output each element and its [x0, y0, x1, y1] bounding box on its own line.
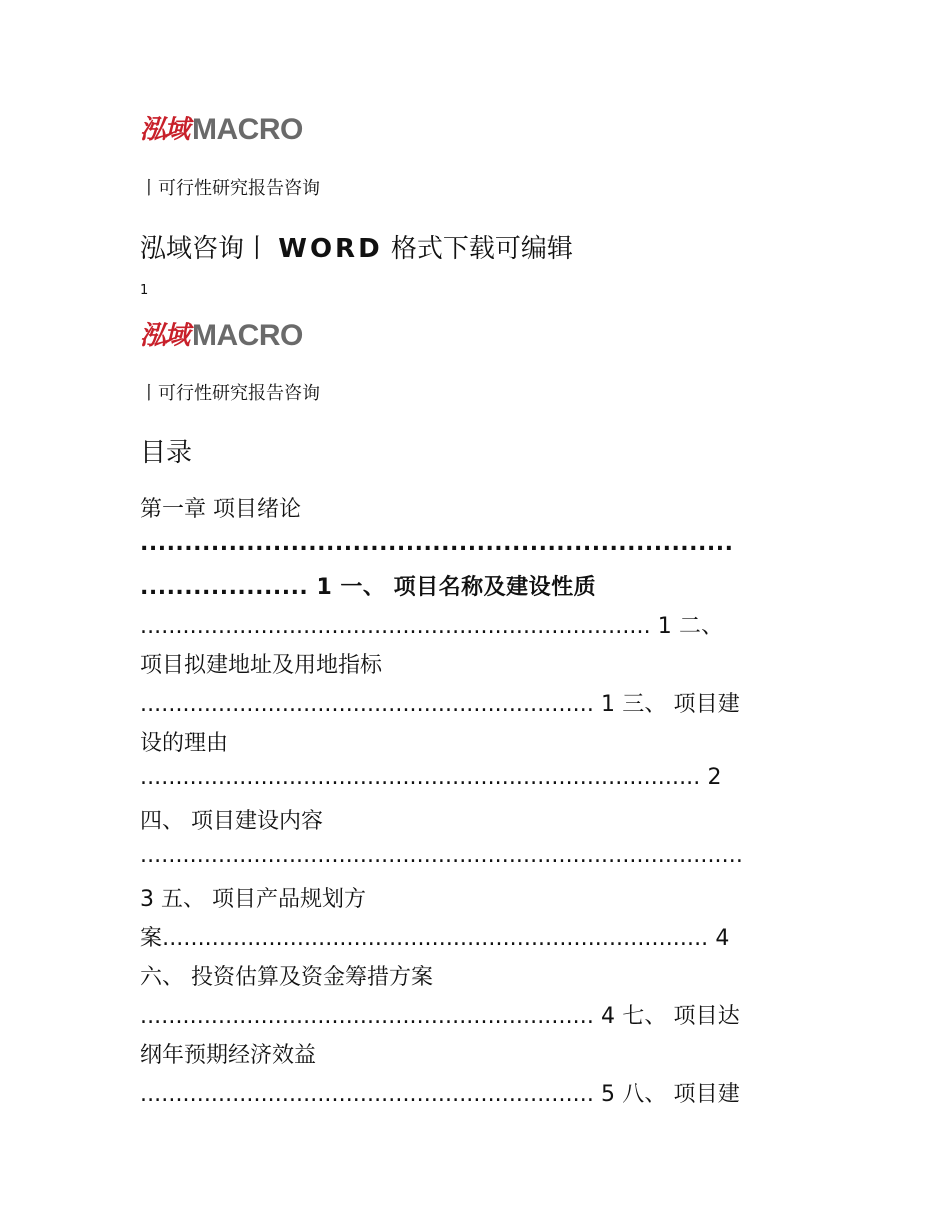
company-logo	[140, 113, 332, 147]
toc-line: 项目拟建地址及用地指标	[140, 653, 383, 678]
headline-prefix: 泓域咨询丨	[140, 234, 279, 264]
toc-line: .....................................................................................	[140, 843, 743, 868]
toc-line: ................................................................ 4 七、 项目达	[140, 1004, 740, 1029]
toc-line	[140, 570, 596, 601]
toc-line: 纲年预期经济效益	[140, 1043, 317, 1068]
toc-line-text: ................... 1 一、 项目名称及建设性质	[140, 575, 597, 600]
page-number: 1	[140, 283, 149, 298]
toc-line: 第一章 项目绪论	[140, 497, 301, 522]
logo-english-text: MACRO	[192, 113, 303, 146]
company-logo-2	[140, 319, 332, 353]
document-headline	[140, 228, 573, 265]
toc-line: 3 五、 项目产品规划方	[140, 887, 366, 912]
toc-line: 设的理由	[140, 731, 229, 756]
headline-word: WORD	[278, 234, 383, 264]
toc-line: ................................................................ 1 三、 项目建	[140, 692, 740, 717]
toc-line: 案............................................................................. 4	[140, 926, 730, 951]
toc-line: 四、 项目建设内容	[140, 809, 323, 834]
toc-line: 六、 投资估算及资金筹措方案	[140, 965, 433, 990]
logo-english-text-2: MACRO	[192, 319, 303, 352]
toc-line: ........................................................................ 1 二、	[140, 614, 724, 639]
header-subtitle: 丨可行性研究报告咨询	[140, 178, 320, 199]
toc-line: ...................................................................	[140, 531, 734, 556]
toc-line: ............................................................................... 2	[140, 765, 722, 790]
logo-chinese-text-2: 泓域	[140, 321, 189, 351]
logo-chinese-text: 泓域	[140, 115, 189, 145]
headline-suffix: 格式下载可编辑	[382, 234, 573, 264]
header-subtitle-2: 丨可行性研究报告咨询	[140, 383, 320, 404]
toc-title: 目录	[140, 438, 193, 468]
toc-line: ................................................................ 5 八、 项目建	[140, 1082, 740, 1107]
